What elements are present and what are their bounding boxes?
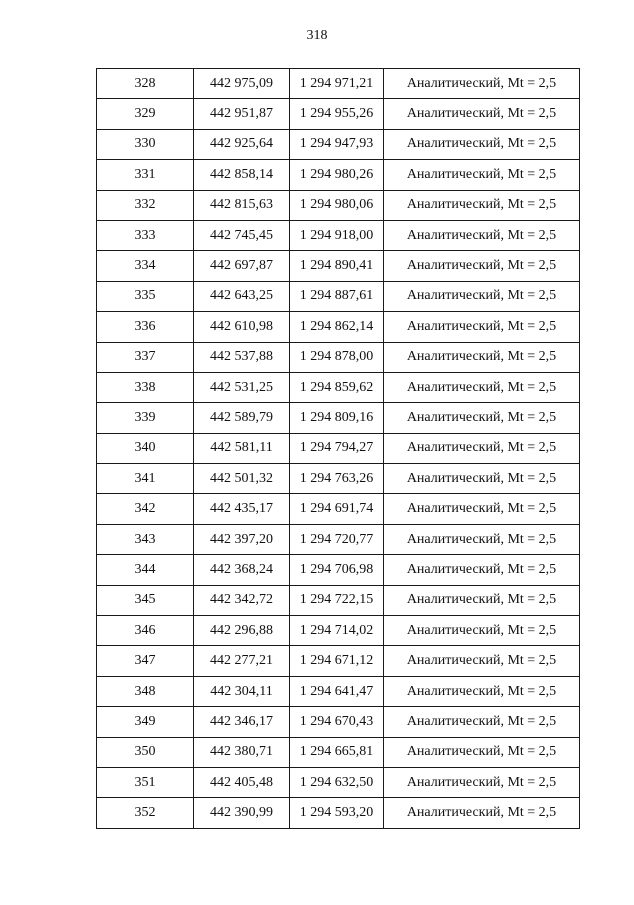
point-number-cell: 335 — [97, 281, 194, 311]
method-cell: Аналитический, Mt = 2,5 — [384, 251, 580, 281]
table-row — [97, 494, 580, 524]
x-coordinate-cell: 442 397,20 — [194, 524, 290, 554]
point-number-cell: 345 — [97, 585, 194, 615]
method-cell: Аналитический, Mt = 2,5 — [384, 676, 580, 706]
table-row — [97, 464, 580, 494]
point-number-cell: 342 — [97, 494, 194, 524]
y-coordinate-cell: 1 294 947,93 — [290, 129, 384, 159]
x-coordinate-cell: 442 697,87 — [194, 251, 290, 281]
x-coordinate-cell: 442 346,17 — [194, 707, 290, 737]
method-cell: Аналитический, Mt = 2,5 — [384, 737, 580, 767]
x-coordinate-cell: 442 975,09 — [194, 69, 290, 99]
table-row — [97, 555, 580, 585]
x-coordinate-cell: 442 745,45 — [194, 220, 290, 250]
y-coordinate-cell: 1 294 691,74 — [290, 494, 384, 524]
point-number-cell: 333 — [97, 220, 194, 250]
y-coordinate-cell: 1 294 980,26 — [290, 160, 384, 190]
x-coordinate-cell: 442 858,14 — [194, 160, 290, 190]
y-coordinate-cell: 1 294 971,21 — [290, 69, 384, 99]
method-cell: Аналитический, Mt = 2,5 — [384, 555, 580, 585]
table-row — [97, 220, 580, 250]
method-cell: Аналитический, Mt = 2,5 — [384, 372, 580, 402]
point-number-cell: 330 — [97, 129, 194, 159]
x-coordinate-cell: 442 296,88 — [194, 616, 290, 646]
method-cell: Аналитический, Mt = 2,5 — [384, 585, 580, 615]
x-coordinate-cell: 442 405,48 — [194, 767, 290, 797]
point-number-cell: 347 — [97, 646, 194, 676]
method-cell: Аналитический, Mt = 2,5 — [384, 99, 580, 129]
table-row — [97, 585, 580, 615]
method-cell: Аналитический, Mt = 2,5 — [384, 312, 580, 342]
table-row — [97, 69, 580, 99]
y-coordinate-cell: 1 294 671,12 — [290, 646, 384, 676]
y-coordinate-cell: 1 294 665,81 — [290, 737, 384, 767]
y-coordinate-cell: 1 294 720,77 — [290, 524, 384, 554]
method-cell: Аналитический, Mt = 2,5 — [384, 342, 580, 372]
point-number-cell: 349 — [97, 707, 194, 737]
y-coordinate-cell: 1 294 641,47 — [290, 676, 384, 706]
x-coordinate-cell: 442 537,88 — [194, 342, 290, 372]
point-number-cell: 334 — [97, 251, 194, 281]
point-number-cell: 332 — [97, 190, 194, 220]
table-row — [97, 342, 580, 372]
y-coordinate-cell: 1 294 670,43 — [290, 707, 384, 737]
method-cell: Аналитический, Mt = 2,5 — [384, 646, 580, 676]
table-row — [97, 160, 580, 190]
y-coordinate-cell: 1 294 918,00 — [290, 220, 384, 250]
table-row — [97, 312, 580, 342]
point-number-cell: 328 — [97, 69, 194, 99]
x-coordinate-cell: 442 390,99 — [194, 798, 290, 828]
point-number-cell: 351 — [97, 767, 194, 797]
x-coordinate-cell: 442 277,21 — [194, 646, 290, 676]
y-coordinate-cell: 1 294 809,16 — [290, 403, 384, 433]
y-coordinate-cell: 1 294 722,15 — [290, 585, 384, 615]
point-number-cell: 348 — [97, 676, 194, 706]
point-number-cell: 341 — [97, 464, 194, 494]
y-coordinate-cell: 1 294 714,02 — [290, 616, 384, 646]
point-number-cell: 338 — [97, 372, 194, 402]
table-row — [97, 767, 580, 797]
page-number: 318 — [306, 28, 328, 43]
table-row — [97, 251, 580, 281]
method-cell: Аналитический, Mt = 2,5 — [384, 494, 580, 524]
y-coordinate-cell: 1 294 859,62 — [290, 372, 384, 402]
method-cell: Аналитический, Mt = 2,5 — [384, 433, 580, 463]
table-row — [97, 616, 580, 646]
y-coordinate-cell: 1 294 878,00 — [290, 342, 384, 372]
point-number-cell: 340 — [97, 433, 194, 463]
method-cell: Аналитический, Mt = 2,5 — [384, 190, 580, 220]
table-row — [97, 190, 580, 220]
method-cell: Аналитический, Mt = 2,5 — [384, 767, 580, 797]
method-cell: Аналитический, Mt = 2,5 — [384, 464, 580, 494]
y-coordinate-cell: 1 294 955,26 — [290, 99, 384, 129]
point-number-cell: 339 — [97, 403, 194, 433]
table-row — [97, 99, 580, 129]
point-number-cell: 329 — [97, 99, 194, 129]
y-coordinate-cell: 1 294 862,14 — [290, 312, 384, 342]
method-cell: Аналитический, Mt = 2,5 — [384, 160, 580, 190]
x-coordinate-cell: 442 581,11 — [194, 433, 290, 463]
method-cell: Аналитический, Mt = 2,5 — [384, 129, 580, 159]
x-coordinate-cell: 442 501,32 — [194, 464, 290, 494]
point-number-cell: 337 — [97, 342, 194, 372]
table-row — [97, 737, 580, 767]
table-row — [97, 707, 580, 737]
method-cell: Аналитический, Mt = 2,5 — [384, 524, 580, 554]
table-row — [97, 281, 580, 311]
method-cell: Аналитический, Mt = 2,5 — [384, 403, 580, 433]
point-number-cell: 346 — [97, 616, 194, 646]
method-cell: Аналитический, Mt = 2,5 — [384, 69, 580, 99]
method-cell: Аналитический, Mt = 2,5 — [384, 707, 580, 737]
x-coordinate-cell: 442 610,98 — [194, 312, 290, 342]
x-coordinate-cell: 442 304,11 — [194, 676, 290, 706]
y-coordinate-cell: 1 294 887,61 — [290, 281, 384, 311]
table-row — [97, 433, 580, 463]
x-coordinate-cell: 442 531,25 — [194, 372, 290, 402]
y-coordinate-cell: 1 294 890,41 — [290, 251, 384, 281]
table-row — [97, 798, 580, 828]
y-coordinate-cell: 1 294 593,20 — [290, 798, 384, 828]
method-cell: Аналитический, Mt = 2,5 — [384, 616, 580, 646]
table-row — [97, 372, 580, 402]
table-row — [97, 403, 580, 433]
table-row — [97, 646, 580, 676]
y-coordinate-cell: 1 294 706,98 — [290, 555, 384, 585]
x-coordinate-cell: 442 342,72 — [194, 585, 290, 615]
method-cell: Аналитический, Mt = 2,5 — [384, 220, 580, 250]
y-coordinate-cell: 1 294 763,26 — [290, 464, 384, 494]
x-coordinate-cell: 442 925,64 — [194, 129, 290, 159]
point-number-cell: 352 — [97, 798, 194, 828]
y-coordinate-cell: 1 294 632,50 — [290, 767, 384, 797]
method-cell: Аналитический, Mt = 2,5 — [384, 798, 580, 828]
x-coordinate-cell: 442 951,87 — [194, 99, 290, 129]
point-number-cell: 331 — [97, 160, 194, 190]
x-coordinate-cell: 442 380,71 — [194, 737, 290, 767]
x-coordinate-cell: 442 643,25 — [194, 281, 290, 311]
point-number-cell: 350 — [97, 737, 194, 767]
table-row — [97, 524, 580, 554]
point-number-cell: 336 — [97, 312, 194, 342]
method-cell: Аналитический, Mt = 2,5 — [384, 281, 580, 311]
coordinates-table — [96, 68, 580, 829]
table-row — [97, 129, 580, 159]
point-number-cell: 343 — [97, 524, 194, 554]
table-row — [97, 676, 580, 706]
y-coordinate-cell: 1 294 794,27 — [290, 433, 384, 463]
point-number-cell: 344 — [97, 555, 194, 585]
y-coordinate-cell: 1 294 980,06 — [290, 190, 384, 220]
coordinates-table-body — [97, 69, 580, 829]
x-coordinate-cell: 442 815,63 — [194, 190, 290, 220]
x-coordinate-cell: 442 589,79 — [194, 403, 290, 433]
x-coordinate-cell: 442 435,17 — [194, 494, 290, 524]
x-coordinate-cell: 442 368,24 — [194, 555, 290, 585]
